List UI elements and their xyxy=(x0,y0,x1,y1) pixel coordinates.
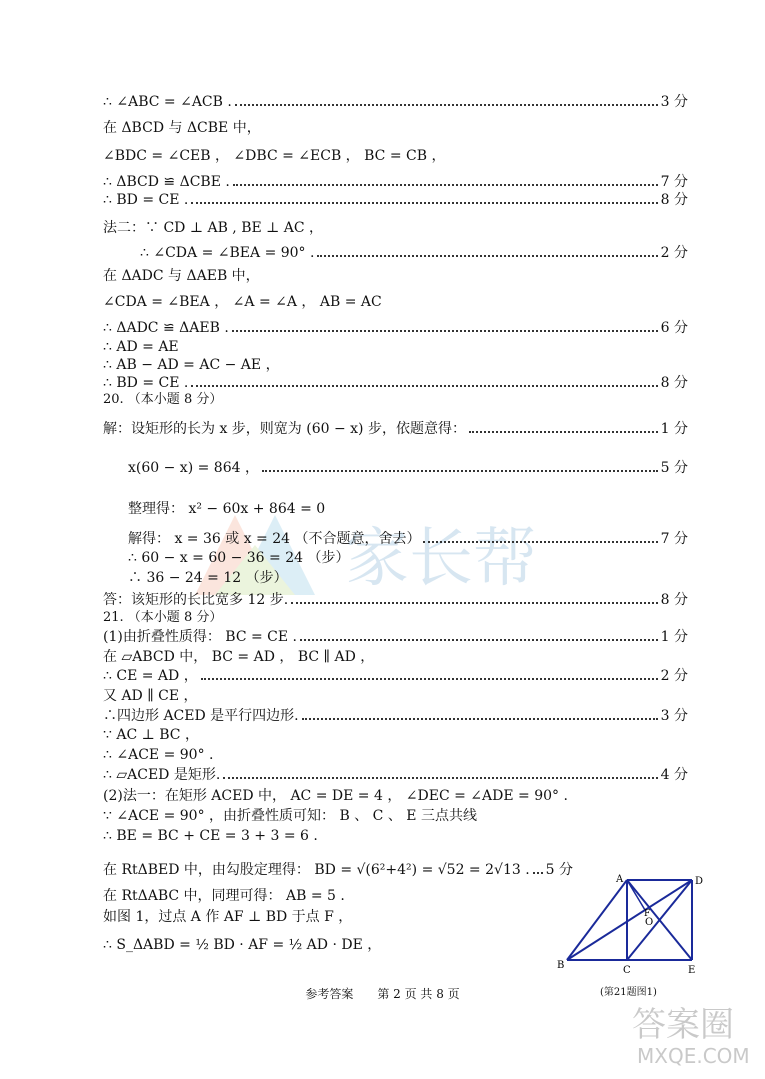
line-24: 在 ▱ABCD 中， BC = AD ， BC ∥ AD ， xyxy=(103,649,375,665)
line-31: (2)法一：在矩形 ACED 中， AC = DE = 4 ， ∠DEC = ∠ADE = 90° . xyxy=(103,788,568,804)
line-37: ∴ S_ΔABD = ½ BD · AF = ½ AD · DE ， xyxy=(103,937,382,953)
label-B: B xyxy=(557,960,565,971)
label-E: E xyxy=(688,965,696,976)
label-A: A xyxy=(616,874,624,885)
line-10: ∴ ΔADC ≌ ΔAEB . 6 分 xyxy=(103,320,688,336)
line-36: 如图 1，过点 A 作 AF ⊥ BD 于点 F ， xyxy=(103,909,353,925)
line-13: ∴ BD = CE . 8 分 xyxy=(103,375,688,391)
label-D: D xyxy=(695,876,704,887)
line-4: ∴ ΔBCD ≌ ΔCBE . 7 分 xyxy=(103,174,688,190)
line-26: 又 AD ∥ CE ， xyxy=(103,688,198,704)
watermark-text: 家长帮 xyxy=(345,522,537,596)
line-2: 在 ΔBCD 与 ΔCBE 中， xyxy=(103,120,261,136)
line-9: ∠CDA = ∠BEA ， ∠A = ∠A ， AB = AC xyxy=(103,294,382,310)
line-34: 在 RtΔBED 中，由勾股定理得： BD = √(6²+4²) = √52 = 2√13 . 5 分 xyxy=(103,862,573,878)
line-6: 法二：∵ CD ⊥ AB , BE ⊥ AC ， xyxy=(103,220,324,236)
answer-circle-stamp xyxy=(627,991,757,1071)
line-33: ∴ BE = BC + CE = 3 + 3 = 6 . xyxy=(103,828,318,844)
line-21: 答：该矩形的长比宽多 12 步. 8 分 xyxy=(103,592,688,608)
label-F: F xyxy=(644,909,651,919)
geometry-figure-1 xyxy=(552,870,712,1000)
line-30: ∴ ▱ACED 是矩形. 4 分 xyxy=(103,767,688,783)
figure-caption: (第21题图1) xyxy=(600,987,657,998)
line-14: 20. （本小题 8 分） xyxy=(103,392,223,407)
line-15: 解：设矩形的长为 x 步，则宽为 (60 − x) 步，依题意得： 1 分 xyxy=(103,421,688,437)
line-29: ∴ ∠ACE = 90° . xyxy=(103,747,214,763)
line-20: ∴ 36 − 24 = 12 （步） xyxy=(128,570,288,586)
line-17: 整理得： x² − 60x + 864 = 0 xyxy=(128,501,326,517)
line-22: 21. （本小题 8 分） xyxy=(103,610,223,625)
line-18: 解得： x = 36 或 x = 24 （不合题意，舍去） 7 分 xyxy=(128,531,688,547)
page-footer: 参考答案 第 2 页 共 8 页 xyxy=(305,987,460,1001)
line-27: ∴四边形 ACED 是平行四边形. 3 分 xyxy=(103,708,688,724)
line-32: ∵ ∠ACE = 90° ，由折叠性质可知： B 、 C 、 E 三点共线 xyxy=(103,808,477,824)
line-8: 在 ΔADC 与 ΔAEB 中， xyxy=(103,268,260,284)
line-12: ∴ AB − AD = AC − AE ， xyxy=(103,357,280,373)
line-7: ∴ ∠CDA = ∠BEA = 90° . 2 分 xyxy=(140,245,688,261)
line-35: 在 RtΔABC 中，同理可得： AB = 5 . xyxy=(103,888,345,904)
line-16: x(60 − x) = 864 ， 5 分 xyxy=(128,460,688,476)
line-3: ∠BDC = ∠CEB ， ∠DBC = ∠ECB ， BC = CB ， xyxy=(103,148,446,164)
line-11: ∴ AD = AE xyxy=(103,339,179,355)
corner-mark-site: MXQE.COM xyxy=(637,1044,750,1068)
label-C: C xyxy=(623,965,631,976)
line-1: ∴ ∠ABC = ∠ACB . 3 分 xyxy=(103,94,688,110)
line-5: ∴ BD = CE . 8 分 xyxy=(103,192,688,208)
line-25: ∴ CE = AD ， 2 分 xyxy=(103,668,688,684)
line-23: (1)由折叠性质得： BC = CE . 1 分 xyxy=(103,629,688,645)
corner-mark-text: 答案圈 xyxy=(632,1005,734,1045)
line-28: ∵ AC ⊥ BC ， xyxy=(103,727,199,743)
line-19: ∴ 60 − x = 60 − 36 = 24 （步） xyxy=(128,550,350,566)
label-O: O xyxy=(645,917,654,928)
